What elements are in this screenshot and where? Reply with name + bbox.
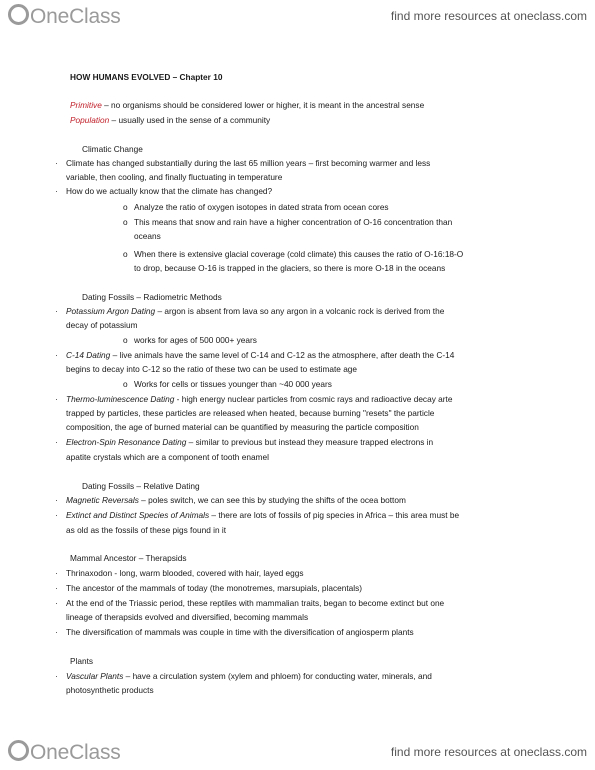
term: Vascular Plants: [66, 671, 124, 681]
term: C-14 Dating: [66, 350, 111, 360]
logo-text: OneClass: [30, 5, 121, 28]
text: – argon is absent from lava so any argon in a volcanic rock is derived from the: [155, 306, 445, 316]
text: – similar to previous but instead they measure trapped electrons in: [186, 437, 434, 447]
section-heading-plants: Plants: [70, 656, 94, 666]
term: Electron-Spin Resonance Dating: [66, 437, 187, 447]
magnetic-reversals: [66, 495, 406, 506]
c14-sub: Works for cells or tissues younger than ~40 000 years: [134, 379, 332, 389]
climate-bullet-1-line-2: variable, then cooling, and finally fluctuating in temperature: [66, 172, 283, 182]
bullet-icon: ·: [55, 568, 58, 578]
page-footer: [0, 736, 595, 770]
potassium-argon-line-1: [66, 306, 444, 317]
definition-term: Population: [70, 115, 110, 125]
definition-term: Primitive: [70, 100, 102, 110]
bullet-icon: ·: [55, 627, 58, 637]
definition-primitive: [70, 100, 424, 111]
bullet-icon: ·: [55, 671, 58, 681]
bullet-icon: ·: [55, 306, 58, 316]
climate-sub-2-line-1: This means that snow and rain have a higher concentration of O-16 concentration than: [134, 217, 453, 227]
mammal-bullet-3-line-1: At the end of the Triassic period, these reptiles with mammalian traits, began to become extinct but one: [66, 598, 445, 608]
thermo-line-2: trapped by particles, these particles are released when heated, because burning "resets" the particle: [66, 408, 435, 418]
bullet-icon: ·: [55, 583, 58, 593]
logo-text: OneClass: [30, 741, 121, 764]
bullet-icon: ·: [55, 394, 58, 404]
sub-bullet-icon: o: [123, 379, 128, 389]
logo-ring-icon: [8, 740, 29, 761]
logo-ring-icon: [8, 4, 29, 25]
text: – there are lots of fossils of pig species in Africa – this area must be: [209, 510, 460, 520]
bullet-icon: ·: [55, 186, 58, 196]
mammal-bullet-3-line-2: lineage of therapsids evolved and diversified, becoming mammals: [66, 612, 309, 622]
text: - high energy nuclear particles from cosmic rays and radioactive decay arte: [174, 394, 453, 404]
c14-line-2: begins to decay into C-12 so the ratio of these two can be used to estimate age: [66, 364, 358, 374]
section-heading-relative: Dating Fossils – Relative Dating: [82, 481, 200, 491]
mammal-bullet-1: Thrinaxodon - long, warm blooded, covered with hair, layed eggs: [66, 568, 304, 578]
bullet-icon: ·: [55, 510, 58, 520]
footer-resources-link[interactable]: find more resources at oneclass.com: [390, 745, 587, 759]
mammal-bullet-4: The diversification of mammals was couple in time with the diversification of angiosperm plants: [66, 627, 414, 637]
bullet-icon: ·: [55, 495, 58, 505]
potassium-argon-sub: works for ages of 500 000+ years: [134, 335, 257, 345]
section-heading-mammal: Mammal Ancestor – Therapsids: [70, 553, 187, 563]
vascular-plants-line-1: [66, 671, 432, 682]
section-heading-radiometric: Dating Fossils – Radiometric Methods: [82, 292, 222, 302]
text: – have a circulation system (xylem and phloem) for conducting water, minerals, and: [123, 671, 432, 681]
document-title: HOW HUMANS EVOLVED – Chapter 10: [70, 72, 223, 82]
bullet-icon: ·: [55, 350, 58, 360]
climate-sub-3-line-2: to drop, because O-16 is trapped in the glaciers, so there is more O-18 in the oceans: [134, 263, 446, 273]
climate-sub-1: Analyze the ratio of oxygen isotopes in dated strata from ocean cores: [134, 202, 389, 212]
term: Extinct and Distinct Species of Animals: [66, 510, 210, 520]
mammal-bullet-2: The ancestor of the mammals of today (the monotremes, marsupials, placentals): [66, 583, 363, 593]
sub-bullet-icon: o: [123, 202, 128, 212]
sub-bullet-icon: o: [123, 249, 128, 259]
extinct-species-line-1: [66, 510, 459, 521]
header-resources-link[interactable]: find more resources at oneclass.com: [390, 9, 587, 23]
definition-text: – usually used in the sense of a community: [109, 115, 271, 125]
definition-population: [70, 115, 270, 126]
climate-sub-3-line-1: When there is extensive glacial coverage (cold climate) this causes the ratio of O-16:18-O: [134, 249, 464, 259]
page-header: [0, 0, 595, 34]
term: Potassium Argon Dating: [66, 306, 156, 316]
esr-line-1: [66, 437, 433, 448]
term: Thermo-luminescence Dating: [66, 394, 175, 404]
sub-bullet-icon: o: [123, 217, 128, 227]
term: Magnetic Reversals: [66, 495, 139, 505]
climate-bullet-2: How do we actually know that the climate has changed?: [66, 186, 273, 196]
extinct-species-line-2: as old as the fossils of these pigs found in it: [66, 525, 227, 535]
oneclass-logo[interactable]: [8, 740, 121, 765]
potassium-argon-line-2: decay of potassium: [66, 320, 138, 330]
climate-sub-2-line-2: oceans: [134, 231, 161, 241]
sub-bullet-icon: o: [123, 335, 128, 345]
definition-text: – no organisms should be considered lower or higher, it is meant in the ancestral sense: [101, 100, 425, 110]
c14-line-1: [66, 350, 454, 361]
text: – live animals have the same level of C-14 and C-12 as the atmosphere, after death the C-14: [110, 350, 455, 360]
vascular-plants-line-2: photosynthetic products: [66, 685, 154, 695]
section-heading-climate: Climatic Change: [82, 144, 143, 154]
text: – poles switch, we can see this by studying the shifts of the ocea bottom: [138, 495, 406, 505]
oneclass-logo[interactable]: [8, 4, 121, 29]
bullet-icon: ·: [55, 158, 58, 168]
esr-line-2: apatite crystals which are a component of tooth enamel: [66, 452, 269, 462]
climate-bullet-1-line-1: Climate has changed substantially during the last 65 million years – first becoming warmer and less: [66, 158, 431, 168]
thermo-line-3: composition, the age of burned material can be quantified by measuring the particle composition: [66, 422, 419, 432]
bullet-icon: ·: [55, 598, 58, 608]
thermo-line-1: [66, 394, 452, 405]
bullet-icon: ·: [55, 437, 58, 447]
